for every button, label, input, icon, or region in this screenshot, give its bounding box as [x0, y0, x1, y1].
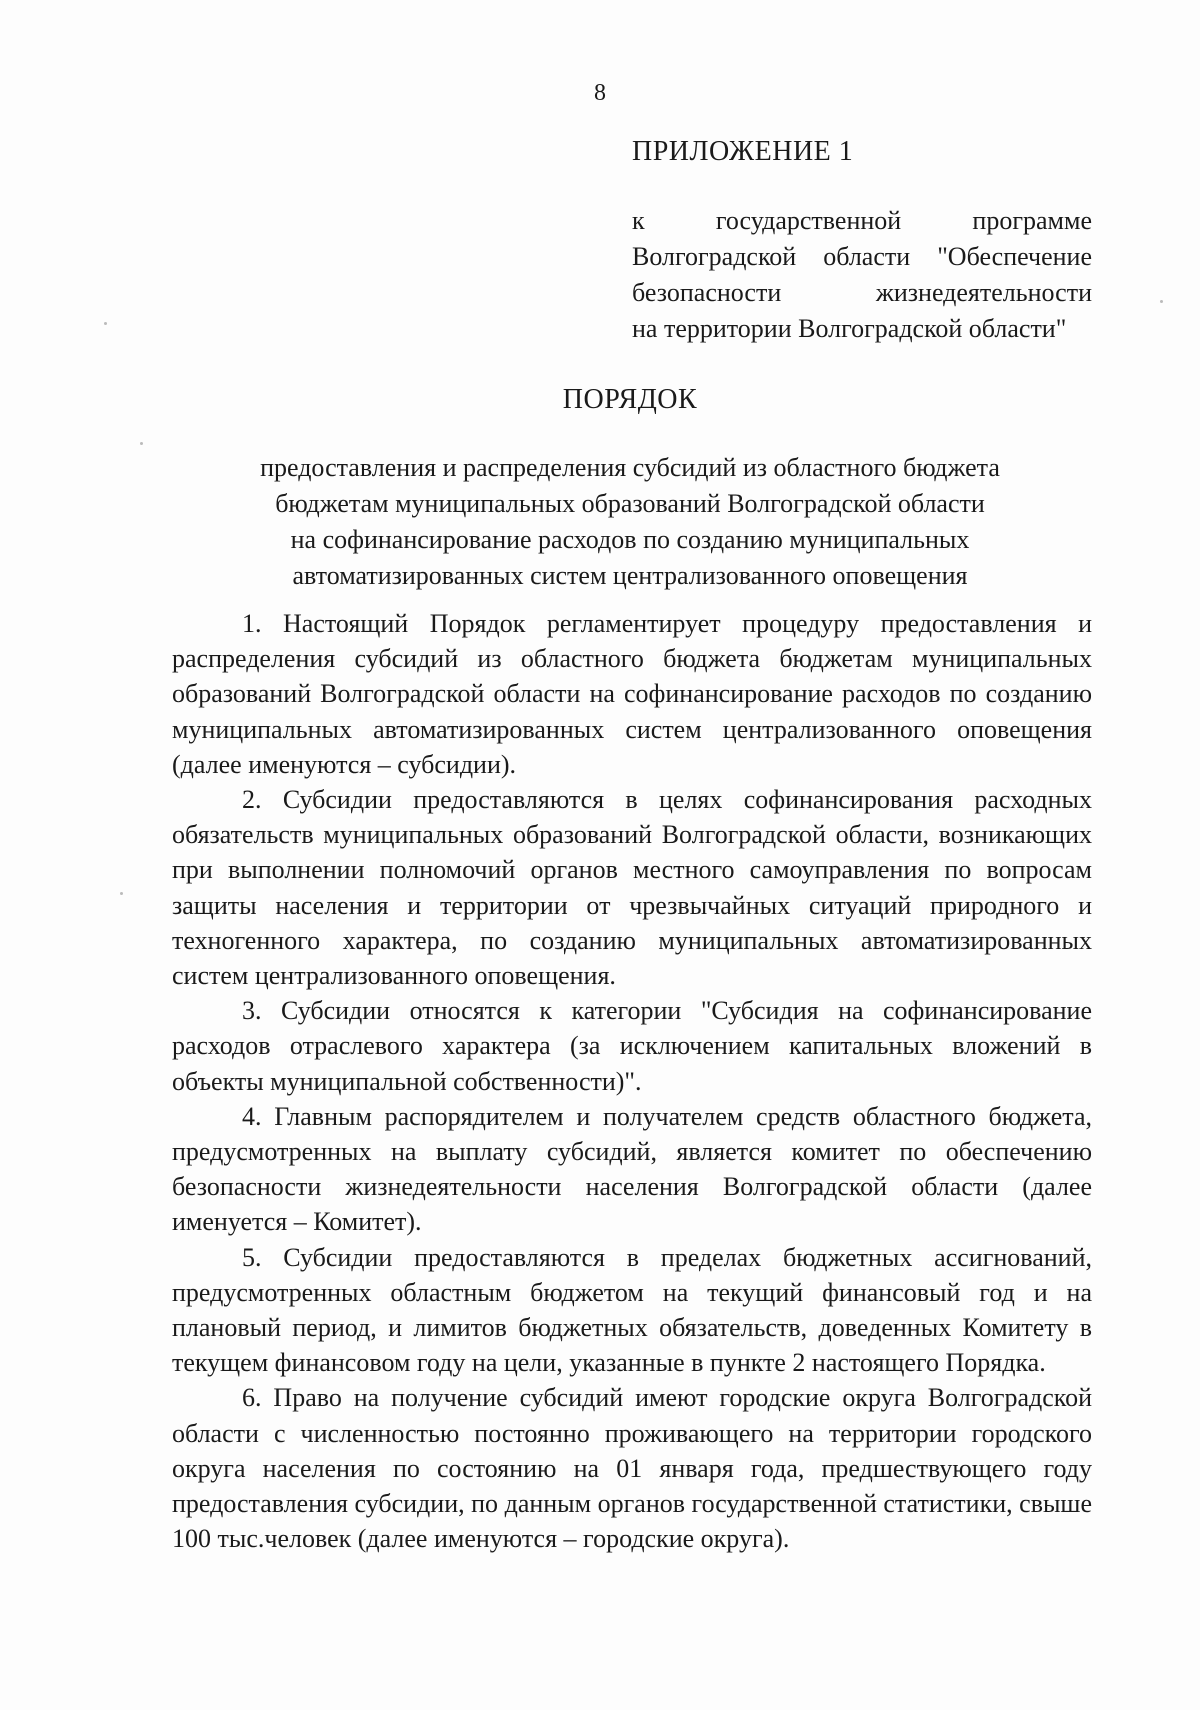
appendix-description	[632, 203, 1092, 347]
paragraph-2: 2. Субсидии предоставляются в целях софинансирования расходных обязательств муниципальных образований Волгоградской области, возникающих при выполнении полномочий органов местного самоуправления по вопросам защиты населения и территории от чрезвычайных ситуаций природного и техногенного характера, по созданию муниципальных автоматизированных систем централизованного оповещения.	[172, 785, 1092, 991]
paragraph-5: 5. Субсидии предоставляются в пределах бюджетных ассигнований, предусмотренных областным бюджетом на текущий финансовый год и на плановый период, и лимитов бюджетных обязательств, доведенных Комитету в текущем финансовом году на цели, указанные в пункте 2 настоящего Порядка.	[172, 1242, 1092, 1378]
paragraph-1: 1. Настоящий Порядок регламентирует процедуру предоставления и распределения субсидий из областного бюджета бюджетам муниципальных образований Волгоградской области на софинансирование расходов по созданию муниципальных автоматизированных систем централизованного оповещения (далее именуются – субсидии).	[172, 609, 1092, 779]
document-subtitle	[170, 450, 1090, 594]
page-number: 8	[594, 80, 606, 106]
paragraph-4: 4. Главным распорядителем и получателем средств областного бюджета, предусмотренных на выплату субсидий, является комитет по обеспечению безопасности жизнедеятельности населения Волгоградской области (далее именуется – Комитет).	[172, 1101, 1092, 1237]
appendix-line: Волгоградской области "Обеспечение	[632, 242, 1092, 271]
document-title: ПОРЯДОК	[562, 384, 698, 415]
scan-speck	[104, 322, 107, 325]
scan-speck	[140, 442, 143, 445]
subtitle-line: автоматизированных систем централизованного оповещения	[292, 561, 968, 590]
appendix-title: ПРИЛОЖЕНИЕ 1	[632, 136, 854, 167]
subtitle-line: на софинансирование расходов по созданию муниципальных	[290, 525, 970, 554]
document-body	[172, 606, 1092, 1556]
appendix-line: безопасности жизнедеятельности	[632, 278, 1092, 307]
paragraph-6: 6. Право на получение субсидий имеют городские округа Волгоградской области с численностью постоянно проживающего на территории городского округа населения по состоянию на 01 января года, предшествующего году предоставления субсидии, по данным органов государственной статистики, свыше 100 тыс.человек (далее именуются – городские округа).	[172, 1383, 1092, 1554]
paragraph-3: 3. Субсидии относятся к категории "Субсидия на софинансирование расходов отраслевого характера (за исключением капитальных вложений в объекты муниципальной собственности)".	[172, 996, 1092, 1096]
scan-speck	[1160, 300, 1163, 303]
subtitle-line: бюджетам муниципальных образований Волгоградской области	[275, 489, 985, 518]
subtitle-line: предоставления и распределения субсидий из областного бюджета	[260, 453, 1000, 482]
scan-speck	[120, 892, 123, 895]
appendix-line: на территории Волгоградской области"	[632, 314, 1067, 343]
appendix-line: к государственной программе	[632, 206, 1092, 235]
